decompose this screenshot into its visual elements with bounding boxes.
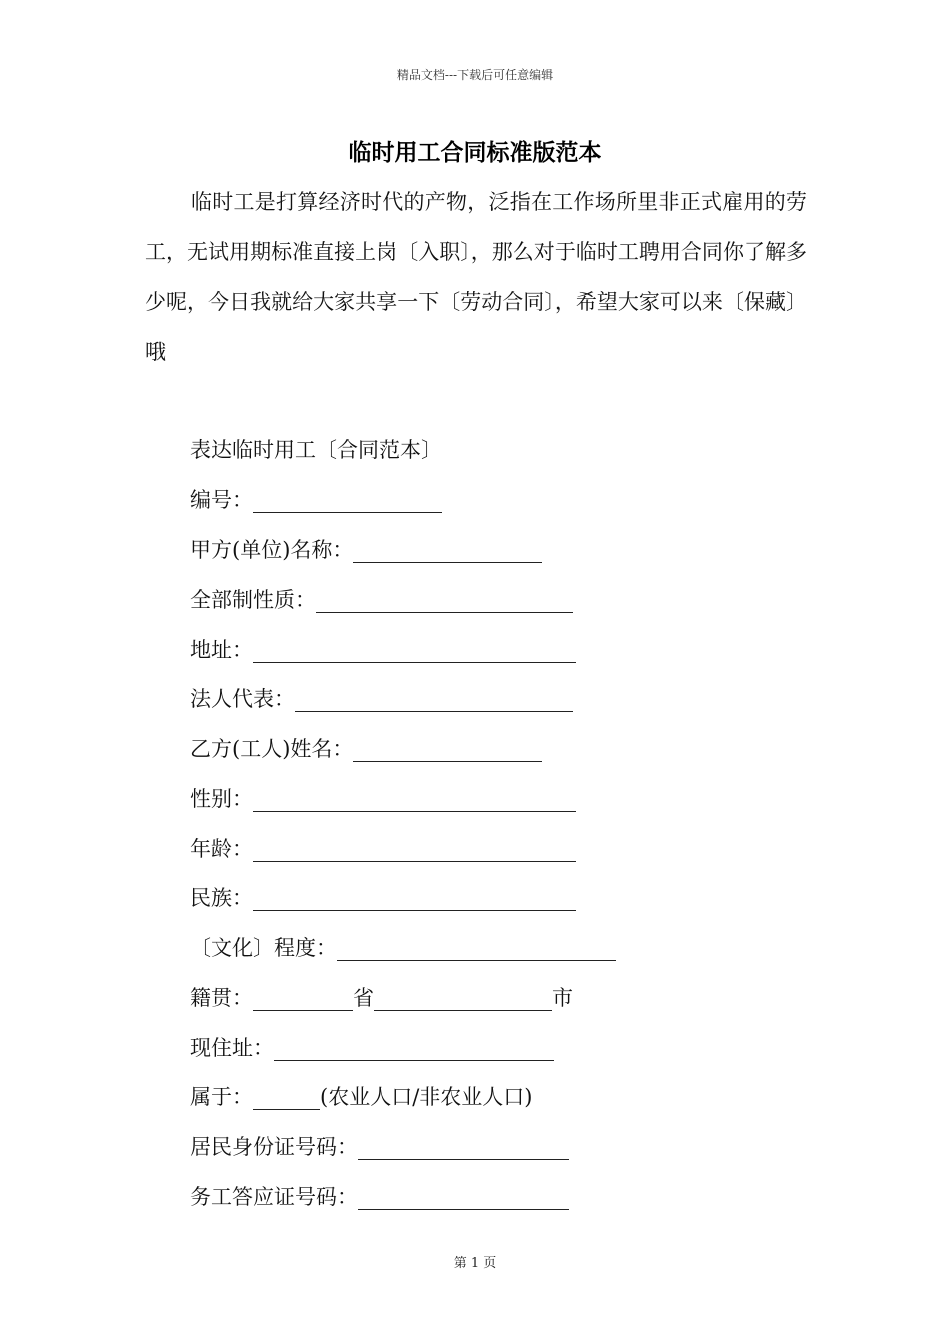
field-current-address-blank[interactable] — [274, 1030, 554, 1061]
field-native-province-blank[interactable] — [253, 980, 353, 1011]
header-note: 精品文档---下载后可任意编辑 — [396, 68, 554, 82]
field-ownership-blank[interactable] — [316, 582, 573, 613]
field-education-label: 〔文化〕程度： — [190, 936, 337, 960]
page-suffix: 页 — [483, 1256, 497, 1271]
field-address-label: 地址： — [190, 638, 253, 662]
document-title: 临时用工合同标准版范本 — [348, 139, 602, 166]
field-gender-blank[interactable] — [253, 781, 576, 812]
field-legal-rep — [190, 677, 573, 721]
field-address — [190, 628, 576, 672]
field-number-label: 编号： — [190, 488, 253, 512]
field-legal-rep-label: 法人代表： — [190, 687, 295, 711]
field-id-number — [190, 1125, 569, 1169]
field-party-b-name — [190, 727, 542, 771]
field-native-province-label: 省 — [353, 986, 374, 1010]
field-education-blank[interactable] — [337, 930, 616, 961]
field-legal-rep-blank[interactable] — [295, 681, 573, 712]
field-party-a-name-label: 甲方(单位)名称： — [190, 538, 354, 562]
field-ethnicity — [190, 876, 576, 920]
field-age — [190, 827, 576, 871]
field-belongs-to-blank[interactable] — [253, 1079, 320, 1110]
field-work-permit-label: 务工答应证号码： — [190, 1185, 358, 1209]
field-belongs-to-label: 属于： — [190, 1085, 253, 1109]
field-party-b-name-label: 乙方(工人)姓名： — [190, 737, 354, 761]
field-ownership-label: 全部制性质： — [190, 588, 316, 612]
field-work-permit — [190, 1175, 569, 1219]
field-number-blank[interactable] — [253, 482, 442, 513]
field-work-permit-blank[interactable] — [358, 1179, 569, 1210]
field-gender-label: 性别： — [190, 787, 253, 811]
field-ethnicity-label: 民族： — [190, 886, 253, 910]
field-number — [190, 478, 442, 522]
field-native-city-blank[interactable] — [374, 980, 552, 1011]
page-number: 1 — [470, 1256, 480, 1271]
intro-paragraph: 临时工是打算经济时代的产物，泛指在工作场所里非正式雇用的劳工，无试用期标准直接上岗〔入职〕，那么对于临时工聘用合同你了解多少呢，今日我就给大家共享一下〔劳动合同〕，希望大家可以来〔保藏〕哦 — [145, 190, 807, 364]
field-native-city-label: 市 — [552, 986, 573, 1010]
field-party-b-name-blank[interactable] — [353, 731, 542, 762]
field-current-address — [190, 1026, 554, 1070]
field-id-number-blank[interactable] — [358, 1129, 569, 1160]
field-ownership — [190, 578, 573, 622]
field-current-address-label: 现住址： — [190, 1036, 274, 1060]
page-footer — [0, 1252, 950, 1271]
field-party-a-name-blank[interactable] — [353, 532, 542, 563]
section-title: 表达临时用工〔合同范本〕 — [190, 438, 442, 462]
field-belongs-to-options: (农业人口/非农业人口) — [320, 1085, 533, 1109]
page-prefix: 第 — [453, 1256, 467, 1271]
field-native-place-label: 籍贯： — [190, 986, 253, 1010]
field-belongs-to — [190, 1075, 532, 1119]
field-education — [190, 926, 616, 970]
field-age-blank[interactable] — [253, 831, 576, 862]
field-party-a-name — [190, 528, 542, 572]
field-ethnicity-blank[interactable] — [253, 880, 576, 911]
field-address-blank[interactable] — [253, 632, 576, 663]
field-native-place — [190, 976, 573, 1020]
field-id-number-label: 居民身份证号码： — [190, 1135, 358, 1159]
field-age-label: 年龄： — [190, 837, 253, 861]
field-gender — [190, 777, 576, 821]
